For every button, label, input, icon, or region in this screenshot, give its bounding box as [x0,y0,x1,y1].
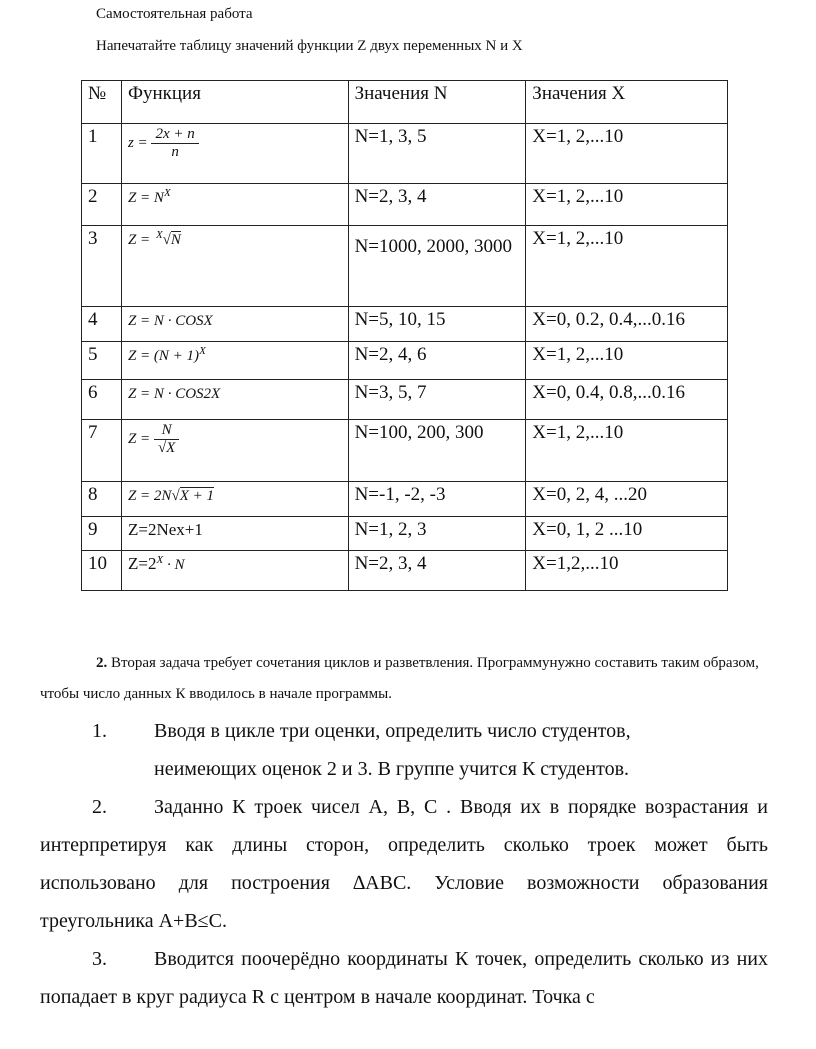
formula-4: Z = N · COSX [127,313,213,329]
formula-6: Z = N · COS2X [127,386,221,402]
list-item-text: Вводится поочерёдно координаты К точек, определить сколько из них попадает в круг радиуса R с центром в начале координат. Точка с [40,948,768,1008]
formula-5: $Z = (N + 1)^X$ [127,345,206,364]
x-values-cell: X=1, 2,...10 [526,342,728,380]
list-item-number: 2. [92,796,107,818]
header-function: Функция [121,81,348,124]
list-item-text-cont: неимеющих оценок 2 и 3. В группе учится К студентов. [154,758,630,780]
x-values-cell: X=0, 0.4, 0.8,...0.16 [526,380,728,420]
function-cell [121,482,348,517]
function-cell [121,226,348,307]
n-values-cell: N=2, 3, 4 [348,184,526,226]
x-values-cell: X=1, 2,...10 [526,124,728,184]
n-values-cell: N=3, 5, 7 [348,380,526,420]
x-values-cell: X=0, 1, 2 ...10 [526,517,728,551]
function-cell [121,184,348,226]
formula-8: Z = 2N√X + 1 [127,488,214,504]
table-header-row [82,81,728,124]
x-values-cell: X=0, 0.2, 0.4,...0.16 [526,307,728,342]
row-number: 9 [82,517,122,551]
function-table [81,80,728,591]
header-number: № [82,81,122,124]
x-values-cell: X=1,2,...10 [526,551,728,591]
list-item-number: 1. [92,720,107,742]
row-number: 2 [82,184,122,226]
row-number: 3 [82,226,122,307]
task2-paragraph [40,648,770,710]
function-cell [121,307,348,342]
x-values-cell: X=1, 2,...10 [526,226,728,307]
list-item [40,940,768,1016]
formula-9: Z=2Nex+1 [127,520,203,539]
table-row [82,551,728,591]
list-item-text: Заданно К троек чисел А, В, С . Вводя их в порядке возрастания и интерпретируя как длины сторон, определить сколько троек может быть использовано для построения ∆АВС. Условие возможности образования треугольника А+В≤С. [40,796,768,932]
page-title: Самостоятельная работа [96,6,253,22]
formula-10: $Z=2^X \cdot N$ [127,554,185,573]
list-item-text: Вводя в цикле три оценки, определить число студентов, [154,720,631,742]
list-item [40,788,768,940]
header-x-values: Значения X [526,81,728,124]
table-row [82,342,728,380]
function-cell [121,380,348,420]
formula-7: Z = $\frac{N}{√X}$ [128,422,179,457]
x-values-cell: X=1, 2,...10 [526,184,728,226]
table-row [82,124,728,184]
n-values-cell: N=1, 3, 5 [348,124,526,184]
table-row [82,307,728,342]
task2-number: 2. [96,655,108,671]
row-number: 1 [82,124,122,184]
header-n-values: Значения N [348,81,526,124]
instruction-text: Напечатайте таблицу значений функции Z двух переменных N и X [96,38,523,54]
list-item-number: 3. [92,948,107,970]
table-row [82,420,728,482]
x-values-cell: X=1, 2,...10 [526,420,728,482]
row-number: 7 [82,420,122,482]
n-values-cell: N=5, 10, 15 [348,307,526,342]
task2-text: Вторая задача требует сочетания циклов и разветвления. Программунужно составить таким образом, чтобы число данных К вводилось в начале программы. [40,655,759,702]
table-row [82,226,728,307]
x-values-cell: X=0, 2, 4, ...20 [526,482,728,517]
function-cell [121,551,348,591]
formula-1: z = $\frac{2x + n}{n}$ [128,126,199,161]
row-number: 10 [82,551,122,591]
row-number: 4 [82,307,122,342]
task-list [40,712,768,1016]
function-cell [121,342,348,380]
function-cell [121,124,348,184]
table-row [82,482,728,517]
function-cell [121,420,348,482]
n-values-cell: N=1000, 2000, 3000 [348,226,526,307]
n-values-cell: N=2, 4, 6 [348,342,526,380]
table-row [82,517,728,551]
n-values-cell: N=100, 200, 300 [348,420,526,482]
n-values-cell: N=1, 2, 3 [348,517,526,551]
row-number: 6 [82,380,122,420]
list-item [40,712,768,788]
table-row [82,184,728,226]
function-cell [121,517,348,551]
row-number: 8 [82,482,122,517]
table-row [82,380,728,420]
formula-2: $Z = N^X$ [127,187,171,206]
formula-3: Z = $^X$√N [127,229,181,248]
n-values-cell: N=-1, -2, -3 [348,482,526,517]
n-values-cell: N=2, 3, 4 [348,551,526,591]
row-number: 5 [82,342,122,380]
